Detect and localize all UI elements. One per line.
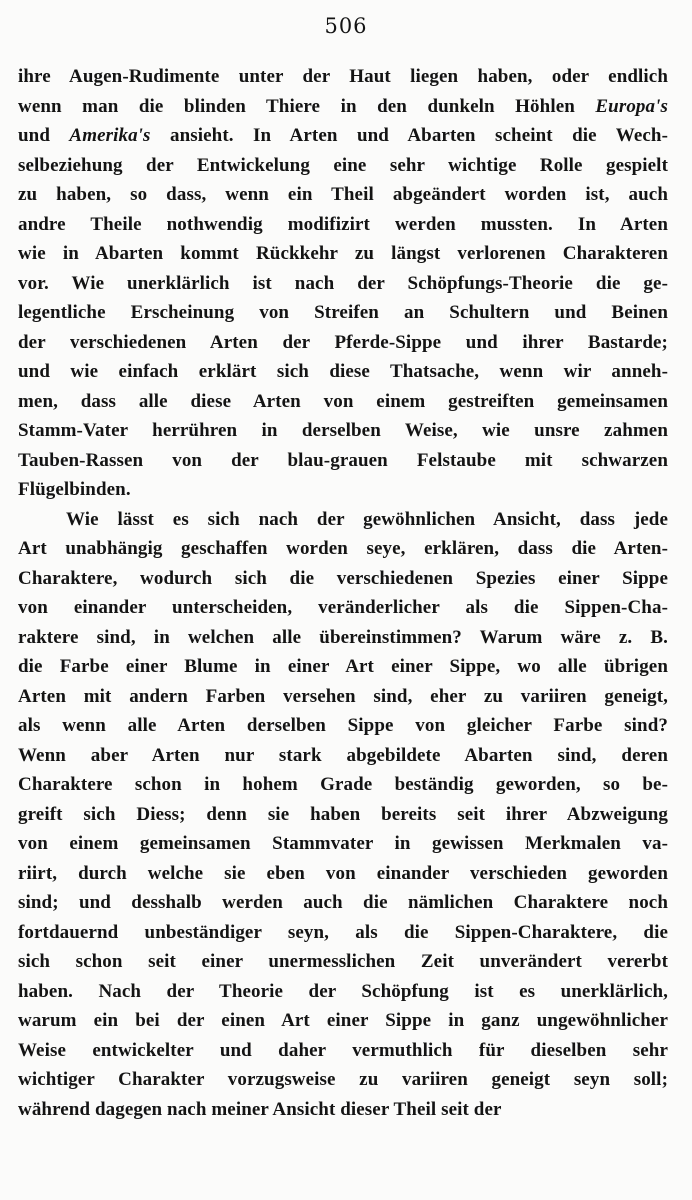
text-line: wichtiger Charakter vorzugsweise zu variiren geneigt seyn soll; bbox=[18, 1069, 668, 1090]
text-line: wenn man die blinden Thiere in den dunkeln Höhlen Europa's bbox=[18, 95, 668, 117]
text-line: Wie lässt es sich nach der gewöhnlichen Ansicht, dass jede bbox=[66, 508, 668, 530]
italic-word: Europa's bbox=[595, 95, 668, 117]
text-line: ihre Augen-Rudimente unter der Haut liegen haben, oder endlich bbox=[18, 66, 668, 87]
text-line: Stamm-Vater herrühren in derselben Weise, wie unsre zahmen bbox=[18, 420, 668, 441]
text-line: sind; und desshalb werden auch die nämlichen Charaktere noch bbox=[18, 892, 668, 913]
paragraph bbox=[18, 62, 668, 505]
text-line: Charaktere, wodurch sich die verschiedenen Spezies einer Sippe bbox=[18, 567, 668, 589]
text-line: fortdauernd unbeständiger seyn, als die Sippen-Charaktere, die bbox=[18, 921, 668, 943]
text-line: riirt, durch welche sie eben von einander verschieden geworden bbox=[18, 862, 668, 884]
text-line: Wenn aber Arten nur stark abgebildete Abarten sind, deren bbox=[18, 744, 668, 766]
text-line: Flügelbinden. bbox=[18, 479, 131, 500]
text-line: men, dass alle diese Arten von einem gestreiften gemeinsamen bbox=[18, 390, 668, 412]
text-line: Weise entwickelter und daher vermuthlich für dieselben sehr bbox=[18, 1039, 668, 1061]
text-line: von einem gemeinsamen Stammvater in gewissen Merkmalen va- bbox=[18, 833, 668, 854]
body-text bbox=[18, 62, 668, 1124]
text-line: die Farbe einer Blume in einer Art einer Sippe, wo alle übrigen bbox=[18, 656, 668, 677]
text-line: der verschiedenen Arten der Pferde-Sippe und ihrer Bastarde; bbox=[18, 331, 668, 353]
text-line: und wie einfach erklärt sich diese Thatsache, wenn wir anneh- bbox=[18, 361, 668, 382]
text-line: andre Theile nothwendig modifizirt werden mussten. In Arten bbox=[18, 213, 668, 235]
text-line: haben. Nach der Theorie der Schöpfung ist es unerklärlich, bbox=[18, 980, 668, 1002]
text-line: legentliche Erscheinung von Streifen an Schultern und Beinen bbox=[18, 302, 668, 323]
text-line: vor. Wie unerklärlich ist nach der Schöpfungs-Theorie die ge- bbox=[18, 272, 668, 294]
page-number: 506 bbox=[324, 14, 368, 38]
text-line: Charaktere schon in hohem Grade beständig geworden, so be- bbox=[18, 774, 668, 795]
text-line: raktere sind, in welchen alle übereinstimmen? Warum wäre z. B. bbox=[18, 626, 668, 648]
text-line: zu haben, so dass, wenn ein Theil abgeändert worden ist, auch bbox=[18, 184, 668, 205]
text-line: und Amerika's ansieht. In Arten und Abarten scheint die Wech- bbox=[18, 125, 668, 146]
text-line: wie in Abarten kommt Rückkehr zu längst verlorenen Charakteren bbox=[18, 243, 668, 264]
text-line: Art unabhängig geschaffen worden seye, erklären, dass die Arten- bbox=[18, 538, 668, 559]
text-line: von einander unterscheiden, veränderlicher als die Sippen-Cha- bbox=[18, 597, 668, 618]
paragraph bbox=[18, 505, 668, 1125]
text-line: als wenn alle Arten derselben Sippe von gleicher Farbe sind? bbox=[18, 715, 668, 736]
text-line: Arten mit andern Farben versehen sind, eher zu variiren geneigt, bbox=[18, 685, 668, 707]
italic-word: Amerika's bbox=[69, 125, 151, 146]
text-line: sich schon seit einer unermesslichen Zeit unverändert vererbt bbox=[18, 951, 668, 972]
text-line: während dagegen nach meiner Ansicht dieser Theil seit der bbox=[18, 1098, 502, 1120]
text-line: warum ein bei der einen Art einer Sippe in ganz ungewöhnlicher bbox=[18, 1010, 668, 1031]
text-line: Tauben-Rassen von der blau-grauen Felstaube mit schwarzen bbox=[18, 449, 668, 471]
text-line: selbeziehung der Entwickelung eine sehr wichtige Rolle gespielt bbox=[18, 154, 668, 176]
text-line: greift sich Diess; denn sie haben bereits seit ihrer Abzweigung bbox=[18, 803, 668, 825]
